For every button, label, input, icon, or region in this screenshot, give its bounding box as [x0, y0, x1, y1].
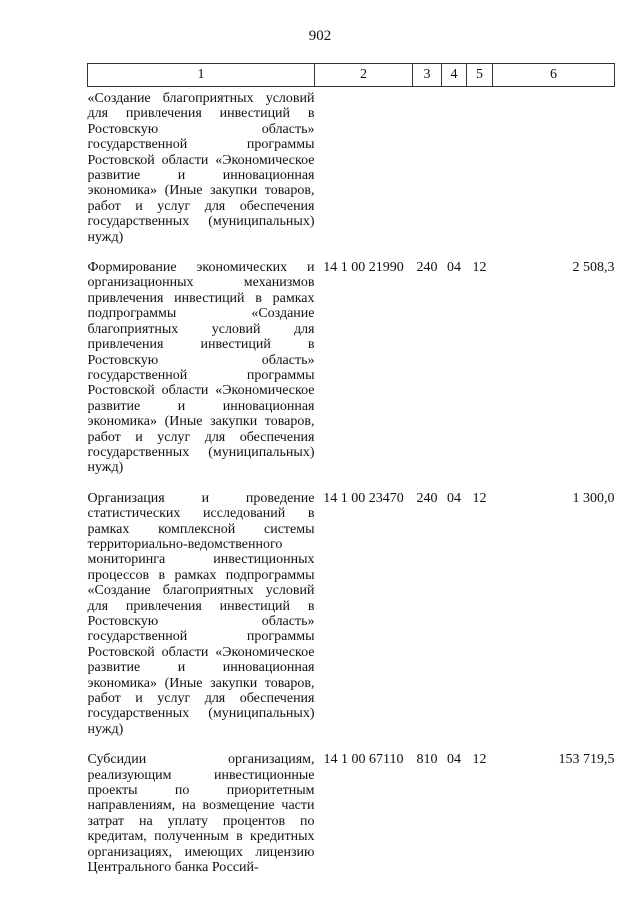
row-amount: 2 508,3 [572, 260, 615, 276]
table-row [88, 87, 615, 261]
budget-table [87, 63, 615, 876]
column-header-description: 1 [88, 64, 315, 87]
column-header-subsection: 5 [467, 64, 493, 87]
row-amount: 1 300,0 [572, 490, 615, 506]
row-target-article: 14 1 00 67110 [323, 752, 404, 768]
row-subsection [467, 87, 493, 261]
row-amount [493, 87, 615, 261]
row-section: 04 [447, 752, 461, 768]
row-description: Организация и проведение статистических исследований в рамках комплексной системы территориально-ведомственного мониторинга инвестиционных процессов в рамках подпрограммы «Создание благоприятных условий для привлечения инвестиций в Ростовскую область» государственной программы Ростовской области «Экономическое развитие и инновационная экономика» (Иные закупки товаров, работ и услуг для обеспечения государственных (муниципальных) нужд) [87, 490, 315, 737]
row-section [442, 87, 467, 261]
row-expense-type [413, 87, 442, 261]
row-amount: 153 719,5 [558, 752, 615, 768]
row-subsection: 12 [472, 752, 487, 768]
column-header-expense-type: 3 [413, 64, 442, 87]
column-header-section: 4 [442, 64, 467, 87]
row-section: 04 [447, 490, 461, 506]
table-row [88, 491, 615, 753]
row-description: «Создание благоприятных условий для привлечения инвестиций в Ростовскую область» государственной программы Ростовской области «Экономическое развитие и инновационная экономика» (Иные закупки товаров, работ и услуг для обеспечения государственных (муниципальных) нужд) [87, 91, 315, 245]
table-row [88, 260, 615, 491]
row-target-article [315, 87, 413, 261]
row-subsection: 12 [472, 490, 487, 506]
row-expense-type: 240 [416, 260, 438, 276]
row-target-article: 14 1 00 23470 [323, 490, 404, 506]
row-expense-type: 810 [416, 752, 438, 768]
row-description: Формирование экономических и организационных механизмов привлечения инвестиций в рамках подпрограммы «Создание благоприятных условий для привлечения инвестиций в Ростовскую область» государственной программы Ростовской области «Экономическое развитие и инновационная экономика» (Иные закупки товаров, работ и услуг для обеспечения государственных (муниципальных) нужд) [87, 260, 315, 476]
table-row [88, 752, 615, 875]
column-header-target-article: 2 [315, 64, 413, 87]
row-target-article: 14 1 00 21990 [323, 260, 404, 276]
column-header-amount: 6 [493, 64, 615, 87]
row-description: Субсидии организациям, реализующим инвестиционные проекты по приоритетным направлениям, на возмещение части затрат на уплату процентов по кредитам, полученным в кредитных организациях, имеющих лицензию Центрального банка Россий- [87, 752, 315, 876]
row-expense-type: 240 [416, 490, 438, 506]
row-section: 04 [447, 260, 461, 276]
table-header-row [88, 64, 615, 87]
row-subsection: 12 [472, 260, 487, 276]
page-number: 902 [308, 28, 332, 44]
